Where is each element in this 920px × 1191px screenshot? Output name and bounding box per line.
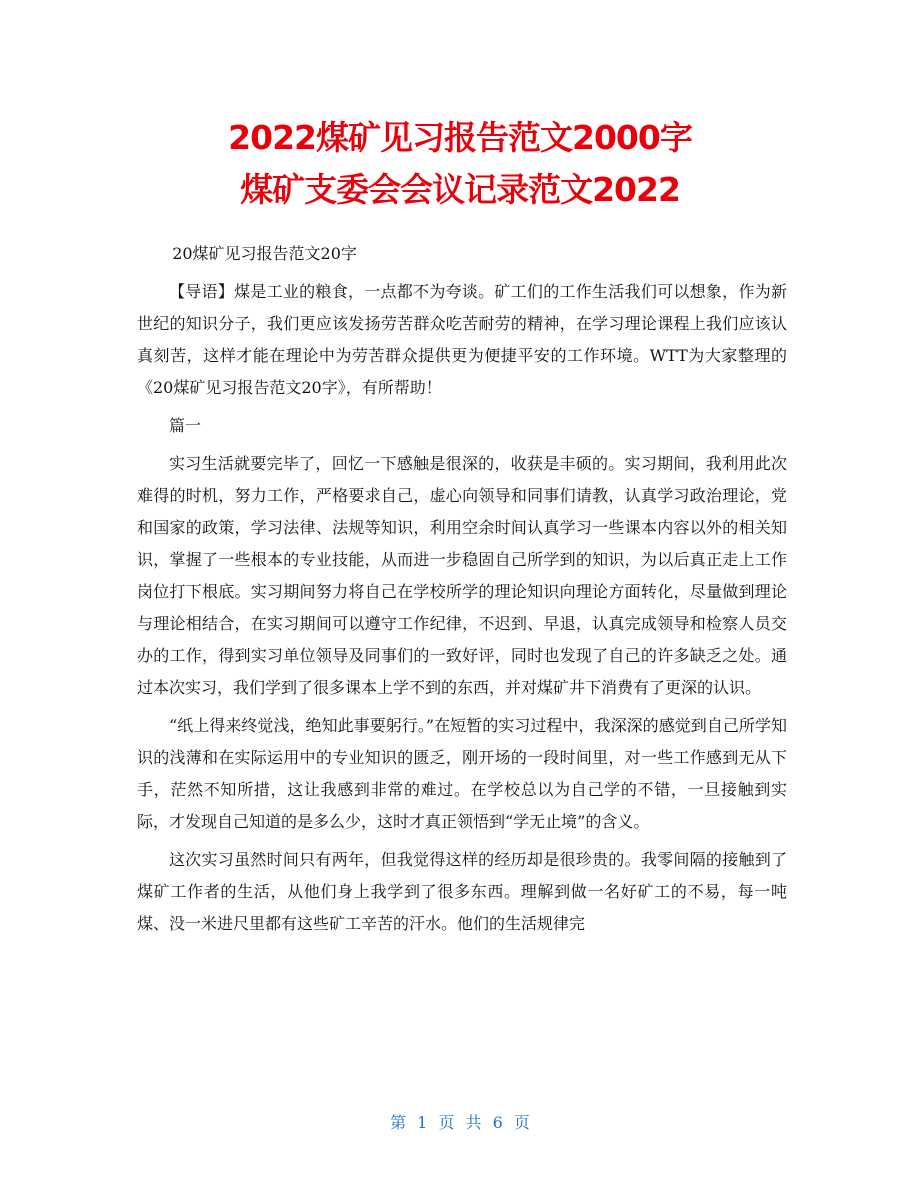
body-paragraph: 这次实习虽然时间只有两年，但我觉得这样的经历却是很珍贵的。我零间隔的接触到了煤矿工作者的生活，从他们身上我学到了很多东西。理解到做一名好矿工的不易，每一吨煤、没一米进尺里都有这些矿工辛苦的汗水。他们的生活规律完	[137, 850, 787, 933]
title-block	[0, 112, 920, 216]
document-subtitle: 煤矿支委会会议记录范文2022	[240, 170, 680, 209]
page-footer: 第 1 页 共 6 页	[390, 1113, 530, 1132]
body-paragraph: 实习生活就要完毕了，回忆一下感触是很深的，收获是丰硕的。实习期间，我利用此次难得的时机，努力工作，严格要求自己，虚心向领导和同事们请教，认真学习政治理论，党和国家的政策，学习法律、法规等知识，利用空余时间认真学习一些课本内容以外的相关知识，掌握了一些根本的专业技能，从而进一步稳固自己所学到的知识，为以后真正走上工作岗位打下根底。实习期间努力将自己在学校所学的理论知识向理论方面转化，尽量做到理论与理论相结合，在实习期间可以遵守工作纪律，不迟到、早退，认真完成领导和检察人员交办的工作，得到实习单位领导及同事们的一致好评，同时也发现了自己的许多缺乏之处。通过本次实习，我们学到了很多课本上学不到的东西，并对煤矿井下消费有了更深的认识。	[137, 454, 787, 697]
document-title: 2022煤矿见习报告范文2000字	[228, 118, 692, 157]
document-body	[137, 238, 787, 946]
body-paragraph: “纸上得来终觉浅，绝知此事要躬行。”在短暂的实习过程中，我深深的感觉到自己所学知识的浅薄和在实际运用中的专业知识的匮乏，刚开场的一段时间里，对一些工作感到无从下手，茫然不知所措，这让我感到非常的难过。在学校总以为自己学的不错，一旦接触到实际，才发现自己知道的是多么少，这时才真正领悟到“学无止境”的含义。	[137, 716, 787, 831]
body-paragraph: 20煤矿见习报告范文20字	[172, 244, 357, 263]
section-heading: 篇一	[169, 416, 202, 435]
body-paragraph: 【导语】煤是工业的粮食，一点都不为夸谈。矿工们的工作生活我们可以想象，作为新世纪的知识分子，我们更应该发扬劳苦群众吃苦耐劳的精神，在学习理论课程上我们应该认真刻苦，这样才能在理论中为劳苦群众提供更为便捷平安的工作环境。WTT为大家整理的《20煤矿见习报告范文20字》，有所帮助！	[137, 282, 787, 397]
